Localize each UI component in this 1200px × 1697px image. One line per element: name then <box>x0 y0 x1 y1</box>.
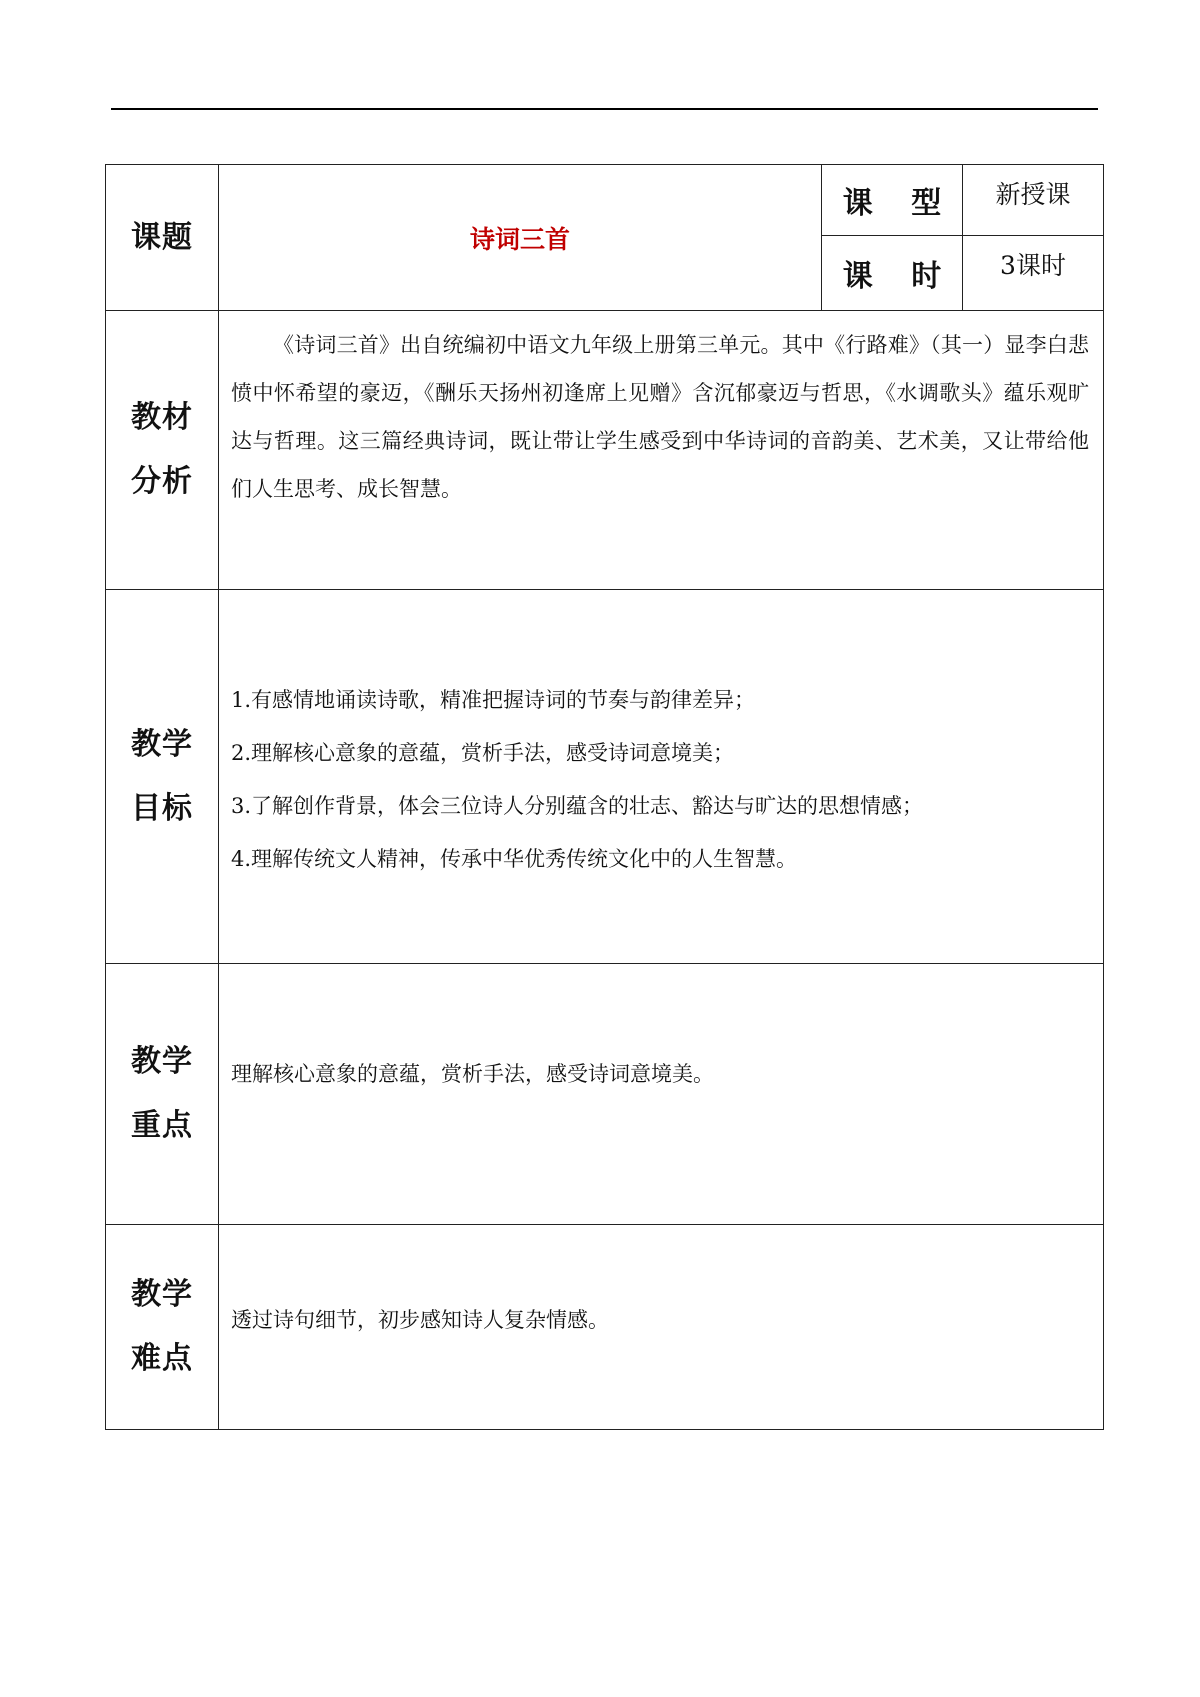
type-label-cell <box>822 165 963 236</box>
difficulties-label-line1: 教学 <box>131 1277 193 1312</box>
hours-value-cell <box>963 236 1104 311</box>
difficulties-label-cell <box>106 1225 219 1430</box>
key-points-label-cell <box>106 964 219 1225</box>
difficulties-text: 透过诗句细节，初步感知诗人复杂情感。 <box>231 1308 609 1332</box>
lesson-plan-table <box>105 164 1104 1430</box>
key-points-text: 理解核心意象的意蕴，赏析手法，感受诗词意境美。 <box>231 1062 714 1086</box>
material-text: 《诗词三首》出自统编初中语文九年级上册第三单元。其中《行路难》（其一）显李白悲愤中怀希望的豪迈，《酬乐天扬州初逢席上见赠》含沉郁豪迈与哲思，《水调歌头》蕴乐观旷达与哲理。这三篇经典诗词，既让带让学生感受到中华诗词的音韵美、艺术美，又让带给他们人生思考、成长智慧。 <box>231 333 1089 501</box>
hours-label: 课 时 <box>842 259 956 294</box>
goals-label-line1: 教学 <box>131 726 193 762</box>
difficulties-row <box>106 1225 1104 1430</box>
goals-content-cell <box>219 590 1104 964</box>
hours-label-cell <box>822 236 963 311</box>
material-label-line2: 分析 <box>131 464 193 499</box>
subject-label-cell <box>106 165 219 311</box>
key-points-row <box>106 964 1104 1225</box>
goal-item-1: 1.有感情地诵读诗歌，精准把握诗词的节奏与韵律差异； <box>231 687 756 712</box>
material-label-cell <box>106 311 219 590</box>
key-points-label-line1: 教学 <box>131 1044 193 1079</box>
material-row <box>106 311 1104 590</box>
goal-item-2: 2.理解核心意象的意蕴，赏析手法，感受诗词意境美； <box>231 740 735 765</box>
key-points-label-line2: 重点 <box>131 1108 193 1143</box>
subject-title-cell <box>219 165 822 311</box>
goals-label-line2: 目标 <box>131 790 193 826</box>
hours-value: 3课时 <box>1000 251 1066 280</box>
subject-label: 课题 <box>131 219 193 255</box>
type-value-cell <box>963 165 1104 236</box>
header-row-type <box>106 165 1104 236</box>
material-label-line1: 教材 <box>131 400 193 435</box>
type-label: 课 型 <box>842 186 956 221</box>
header-rule <box>111 108 1098 110</box>
difficulties-label-line2: 难点 <box>131 1341 193 1376</box>
goals-label-cell <box>106 590 219 964</box>
goal-item-4: 4.理解传统文人精神，传承中华优秀传统文化中的人生智慧。 <box>231 846 798 871</box>
key-points-content-cell <box>219 964 1104 1225</box>
goals-row <box>106 590 1104 964</box>
type-value: 新授课 <box>995 180 1071 209</box>
subject-title: 诗词三首 <box>469 224 570 254</box>
material-content-cell <box>219 311 1104 590</box>
difficulties-content-cell <box>219 1225 1104 1430</box>
goal-item-3: 3.了解创作背景，体会三位诗人分别蕴含的壮志、豁达与旷达的思想情感； <box>231 793 924 818</box>
